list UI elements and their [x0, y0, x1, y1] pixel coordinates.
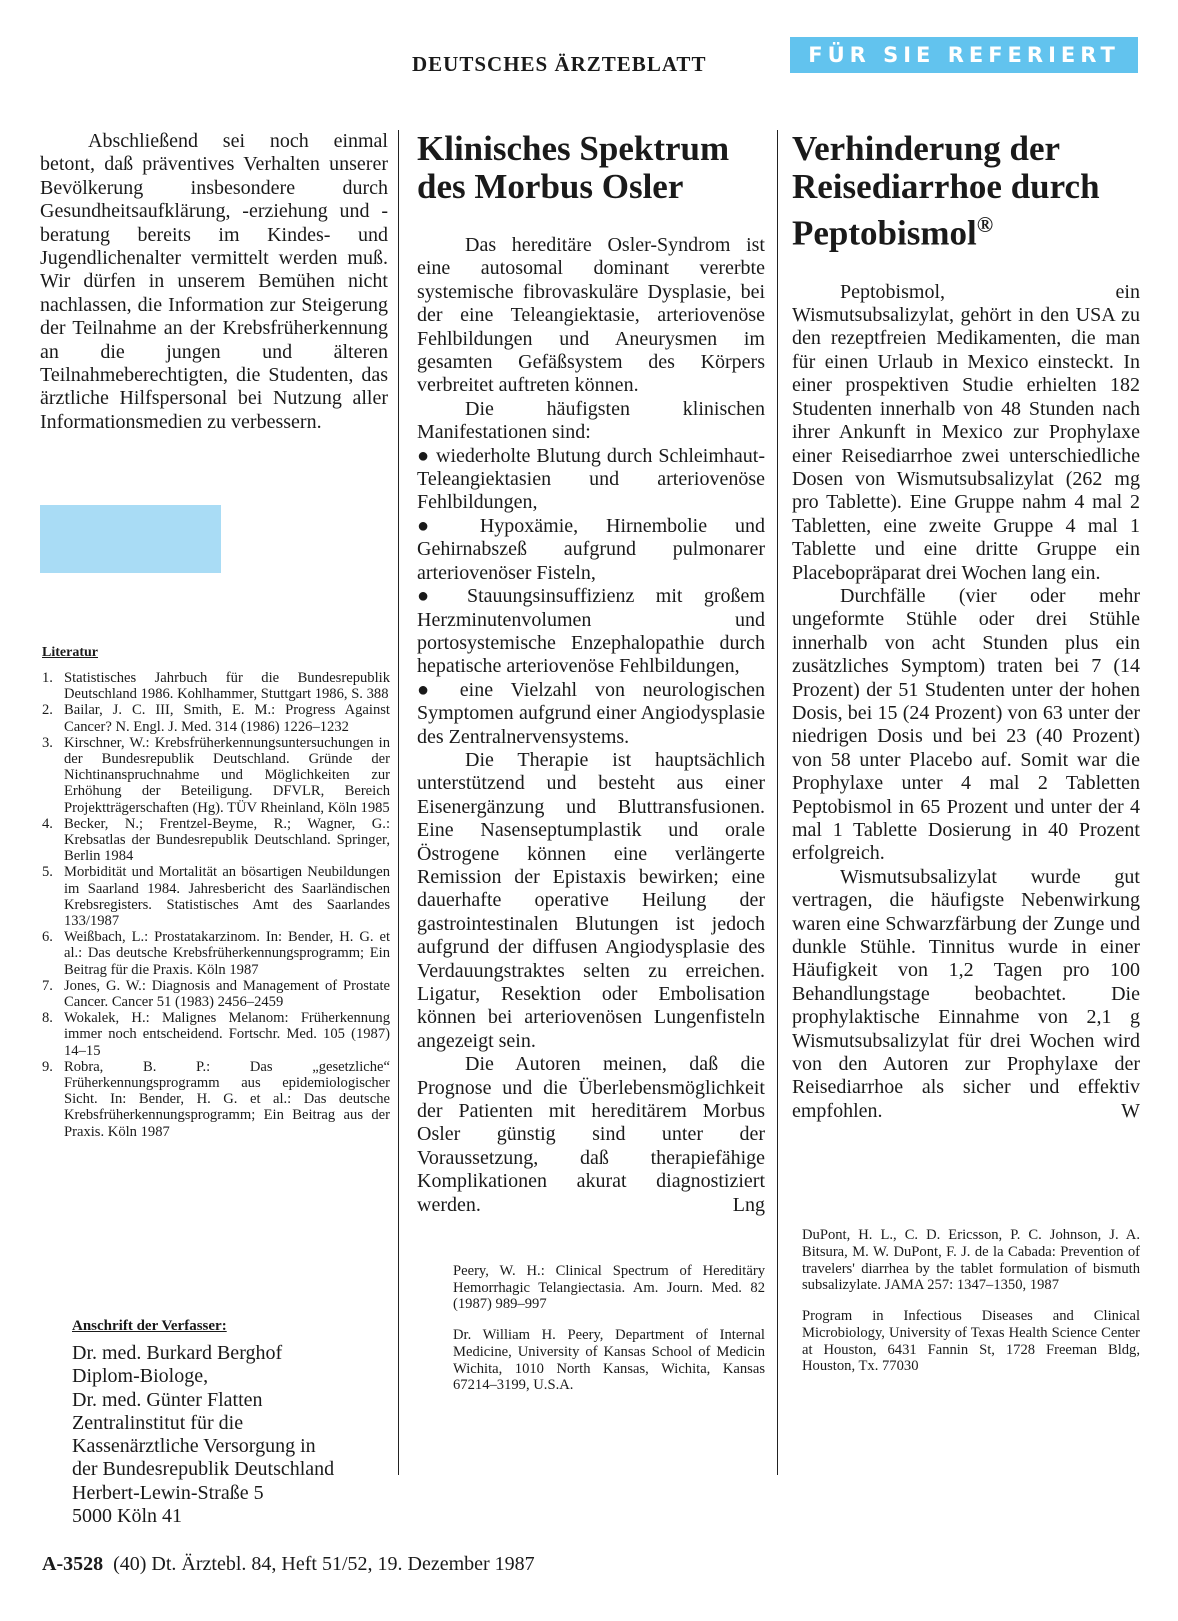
column-middle [417, 130, 765, 1394]
reference-item: 7. Jones, G. W.: Diagnosis and Management of Prostate Cancer. Cancer 51 (1983) 2456–2459 [42, 977, 390, 1011]
masthead: DEUTSCHES ÄRZTEBLATT [412, 52, 707, 76]
contact-address: Dr. William H. Peery, Department of Internal Medicine, University of Kansas School of Medicin Wichita, 1010 North Kansas, Wichita, Kansas 67214–3199, U.S.A. [453, 1327, 765, 1394]
reference-list [42, 670, 390, 1140]
registered-mark: ® [976, 212, 994, 237]
reference-item: 2. Bailar, J. C. III, Smith, E. M.: Progress Against Cancer? N. Engl. J. Med. 314 (1986) 1226–1232 [42, 702, 390, 735]
reference-item: 9. Robra, B. P.: Das „gesetzliche“ Früherkennungsprogramm aus epidemiologischer Sicht. In: Bender, H. G. et al.: Das deutsche Krebsfrüherkennungsprogramm; Ein Beitrag aus der Praxis. Köln 1987 [42, 1058, 390, 1140]
page-code: A-3528 [42, 1553, 104, 1575]
closing-paragraph: Abschließend sei noch einmal betont, daß präventives Verhalten unserer Bevölkerung insbesondere durch Gesundheitsaufklärung, -erziehung und -beratung bereits im Kindes- und Jugendlichenalter vermittelt werden muß. Wir dürfen in unserem Bemühen nicht nachlassen, die Information zur Steigerung der Teilnahme an der Krebsfrüherkennung an die jungen und älteren Teilnahmeberechtigten, die Studenten, das ärztliche Hilfspersonal bei Nutzung aller Informationsmedien zu verbessern. [40, 130, 388, 433]
bullet-item: ● Stauungsinsuffizienz mit großem Herzminutenvolumen und portosystemische Enzephalopathie durch hepatische arteriovenöse Fehlbildungen, [417, 585, 765, 679]
author-signature: W [1121, 1099, 1140, 1122]
results-paragraph: Durchfälle (vier oder mehr ungeformte Stühle oder drei Stühle innerhalb von acht Stunden plus ein zusätzliches Symptom) traten bei 7 (14 Prozent) der 51 Studenten unter der hohen Dosis, bei 15 (24 Prozent) von 63 unter der niedrigen Dosis und bei 23 (40 Prozent) von 58 unter Placebo auf. Somit war die Prophylaxe unter 4 mal 2 Tabletten Peptobismol in 65 Prozent und unter der 4 mal 1 Tablette Dosierung in 40 Prozent erfolgreich. [792, 584, 1140, 865]
manifestations-intro: Die häufigsten klinischen Manifestationen sind: [417, 397, 765, 444]
address-line: 5000 Köln 41 [72, 1505, 182, 1528]
reference-item: 5. Morbidität und Mortalität an bösartigen Neubildungen im Saarland 1984. Jahresbericht des Saarländischen Krebsregisters. Statistisches Amt des Saarlandes 133/1987 [42, 864, 390, 930]
column-rule-left [398, 130, 399, 1475]
bullet-item: ● eine Vielzahl von neurologischen Symptomen aufgrund einer Angiodysplasie des Zentralnervensystems. [417, 679, 765, 749]
contact-address: Program in Infectious Diseases and Clinical Microbiology, University of Texas Health Science Center at Houston, 6431 Fannin St, 1728 Freeman Bldg, Houston, Tx. 77030 [802, 1308, 1140, 1375]
section-label: FÜR SIE REFERIERT [790, 37, 1138, 73]
column-left [40, 130, 388, 434]
citation: Peery, W. H.: Clinical Spectrum of Hereditäry Hemorrhagic Telangiectasia. Am. Journ. Med. 82 (1987) 989–997 [453, 1263, 765, 1313]
address-line: Kassenärztliche Versorgung in [72, 1435, 316, 1458]
tolerability-paragraph: Wismutsubsalizylat wurde gut vertragen, die häufigste Nebenwirkung waren eine Schwarzfärbung der Zunge und dunkle Stühle. Tinnitus wurde in einer Häufigkeit von 1,2 Tagen pro 100 Behandlungstage beobachtet. Die prophylaktische Einnahme von 2,1 g Wismutsubsalizylat für drei Wochen wird von den Autoren zur Prophylaxe der Reisediarrhoe als sicher und effektiv empfohlen. W [792, 865, 1140, 1122]
conclusion-paragraph: Die Autoren meinen, daß die Prognose und die Überlebensmöglichkeit der Patienten mit hereditärem Morbus Osler günstig sind unter der Voraussetzung, daß therapiefähige Komplikationen akurat diagnostiziert werden. Lng [417, 1053, 765, 1216]
article-headline-osler: Klinisches Spektrum des Morbus Osler [417, 129, 730, 206]
study-paragraph: Peptobismol, ein Wismutsubsalizylat, gehört in den USA zu den rezeptfreien Medikamenten, die man für einen Urlaub in Mexico einsteckt. In einer prospektiven Studie erhielten 182 Studenten innerhalb von 48 Stunden nach ihrer Ankunft in Mexico zur Prophylaxe einer Reisediarrhoe zwei unterschiedliche Dosen von Wismutsubsalizylat (262 mg pro Tablette). Eine Gruppe nahm 4 mal 2 Tabletten, eine zweite Gruppe 4 mal 1 Tablette und eine dritte Gruppe ein Placebopräparat drei Wochen lang ein. [792, 280, 1140, 584]
bullet-item: ● wiederholte Blutung durch Schleimhaut-Teleangiektasien und arteriovenöse Fehlbildungen, [417, 445, 765, 515]
author-address [72, 1342, 334, 1528]
address-line: Zentralinstitut für die [72, 1411, 244, 1434]
column-right [792, 130, 1140, 1375]
tint-box [40, 505, 221, 573]
page-footer [42, 1553, 535, 1576]
address-line: der Bundesrepublik Deutschland [72, 1458, 335, 1481]
literature-heading: Literatur [42, 645, 98, 660]
citation: DuPont, H. L., C. D. Ericsson, P. C. Johnson, J. A. Bitsura, M. W. DuPont, F. J. de la Cabada: Prevention of travelers' diarrhea by the tablet formulation of bismuth subsalizylate. JAMA 257: 1347–1350, 1987 [802, 1227, 1140, 1294]
bullet-item: ● Hypoxämie, Hirnembolie und Gehirnabszeß aufgrund pulmonarer arteriovenöser Fisteln, [417, 515, 765, 585]
issue-info: (40) Dt. Ärztebl. 84, Heft 51/52, 19. Dezember 1987 [113, 1553, 535, 1575]
address-line: Herbert-Lewin-Straße 5 [72, 1481, 264, 1504]
reference-item: 1. Statistisches Jahrbuch für die Bundesrepublik Deutschland 1986. Kohlhammer, Stuttgart 1986, S. 388 [42, 670, 390, 703]
column-rule-right [777, 130, 778, 1475]
address-heading: Anschrift der Verfasser: [72, 1318, 227, 1334]
article-headline-peptobismol: Verhinderung der Reisediarrhoe durch Peptobismol® [792, 129, 1100, 253]
address-line: Dr. med. Günter Flatten [72, 1388, 263, 1411]
reference-item: 3. Kirschner, W.: Krebsfrüherkennungsuntersuchungen in der Bundesrepublik Deutschland. Gründe der Nichtinanspruchnahme und Möglichkeiten zur Erhöhung der Beteiligung. DFVLR, Bereich Projektträgerschaften (Hg). TÜV Rheinland, Köln 1985 [42, 734, 390, 816]
article-intro: Das hereditäre Osler-Syndrom ist eine autosomal dominant vererbte systemische fibrovaskuläre Dysplasie, bei der eine Teleangiektasie, arteriovenöse Fehlbildungen und Aneurysmen im gesamten Gefäßsystem des Körpers verbreitet auftreten können. [417, 234, 765, 397]
address-line: Dr. med. Burkard Berghof [72, 1342, 283, 1364]
address-line: Diplom-Biologe, [72, 1365, 209, 1388]
reference-item: 8. Wokalek, H.: Malignes Melanom: Früherkennung immer noch entscheidend. Fortschr. Med. 105 (1987) 14–15 [42, 1010, 390, 1059]
therapy-paragraph: Die Therapie ist hauptsächlich unterstützend und besteht aus einer Eisenergänzung und Bluttransfusionen. Eine Nasenseptumplastik und orale Östrogene können eine verlängerte Remission der Epistaxis bewirken; eine dauerhafte operative Heilung der gastrointestinalen Blutungen ist jedoch aufgrund der diffusen Angiodysplasie des Verdauungstraktes selten zu erreichen. Ligatur, Resektion oder Embolisation können bei arteriovenösen Lungenfisteln angezeigt sein. [417, 748, 765, 1052]
reference-item: 4. Becker, N.; Frentzel-Beyme, R.; Wagner, G.: Krebsatlas der Bundesrepublik Deutschland. Springer, Berlin 1984 [42, 815, 390, 865]
author-signature: Lng [732, 1193, 765, 1216]
reference-item: 6. Weißbach, L.: Prostatakarzinom. In: Bender, H. G. et al.: Das deutsche Krebsfrüherkennungsprogramm; Ein Beitrag für die Praxis. Köln 1987 [42, 929, 390, 978]
